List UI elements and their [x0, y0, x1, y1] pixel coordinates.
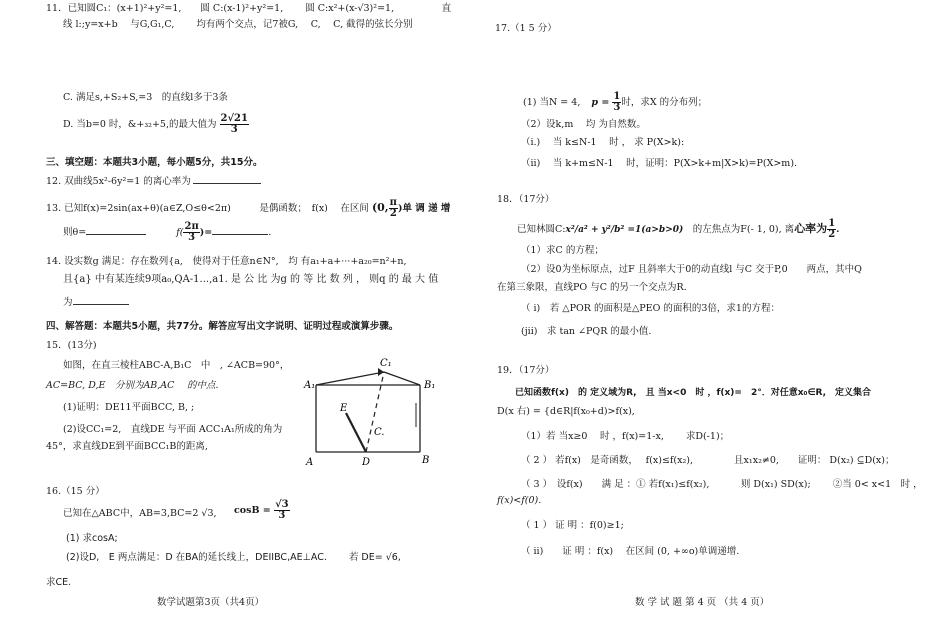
footer-page-3: 数学试题第3页（共4页） [157, 597, 265, 608]
section-4-heading: 四、解答题：本题共5小题，共77分。解答应写出文字说明、证明过程或演算步骤。 [46, 321, 399, 332]
fraction-denominator: 3 [613, 102, 621, 113]
q13-period: . [268, 227, 272, 238]
q17-part2-i: （i.) 当 k≤N-1 时 ， 求 P(X>k): [521, 137, 685, 148]
section-3-heading: 三、填空题：本题共3小题，每小题5分，共15分。 [46, 157, 263, 168]
q16-part2: (2)设D, E 两点满足：D 在BA的延长线上，DEIIBC,AE⊥AC. 若 DE= √6, [66, 552, 401, 563]
q11-option-d-text: D. 当b=0 时，&+₃₂+5,的最大值为 [63, 119, 217, 130]
q17-heading: 17.（1 5 分） [495, 23, 557, 34]
fraction-denominator: 2 [828, 229, 836, 240]
fraction-numerator: √3 [275, 499, 289, 510]
q19-part3-line1: （ 3 ） 设f(x) 满 足 ：① 若f(x₁)≤f(x₂), 则 D(x₁) SD(x); ②当 0< x<1 时 ， [521, 479, 923, 490]
fraction-numerator: 2π [184, 221, 199, 232]
fraction-denominator: 3 [278, 510, 286, 521]
arrow-head [378, 368, 384, 376]
q13-theta-label: 则θ= [63, 227, 87, 238]
q19-part3-line2: f(x)<f(0). [497, 495, 542, 506]
q11-option-c: C. 满足s,+S₂+S,=3 的直线l多于3条 [63, 92, 228, 103]
q19-part1: （1）若 当x≥0 时 ，f(x)=1-x, 求D(-1)； [521, 431, 730, 442]
q13-line1 [46, 198, 450, 219]
fraction-denominator: 3 [188, 232, 196, 243]
q19-part2: （ 2 ） 若f(x) 是奇函数， f(x)≤f(x₂), 且x₁x₂≠0, 证明： D(x₂) ⊆D(x)； [521, 455, 895, 466]
q11-option-d-fraction [220, 114, 249, 135]
q13-interval-fraction [389, 198, 398, 219]
q18-text: 已知林圆C: [517, 224, 566, 235]
q13-interval-end: )单 调 递 增 [397, 203, 451, 214]
q15-line1: 如图，在直三棱柱ABC-A,B₁C 中 , ∠ACB=90°， [63, 360, 290, 371]
label-e: E [340, 403, 348, 414]
edge-c1b1 [384, 372, 420, 385]
q11-line1: 11．已知圆C₁：(x+1)²+y²=1, 圆 C:(x-1)²+y²=1, 圆 C:x²+(x-√3)²=1, 直 [46, 3, 452, 14]
q13-equals: )= [199, 227, 213, 238]
footer-page-4: 数 学 试 题 第 4 页 （共 4 页） [635, 597, 770, 608]
q15-part2-line2: 45°，求直线DE到平面BCC₁B的距离, [46, 441, 208, 452]
page-4 [475, 0, 950, 622]
q11-line2: 线 l:;y=x+b 与G,G₁,C, 均有两个交点，记7被G, C, C, 截得的弦长分别 [63, 19, 413, 30]
q13-f-fraction [183, 222, 199, 243]
page-3 [0, 0, 470, 622]
q18-part2-line2: 在第三象限，直线PO 与C 的另一个交点为R. [497, 282, 687, 293]
q14-line2: 且{a} 中有某连续9项a₀,QA-1...,a1. 是 公 比 为g 的 等 比 数 列 ， 则q 的 最 大 值 [63, 274, 439, 285]
q18-ellipse-equation: x²/a² + y²/b² =1(a>b>0) [565, 225, 684, 235]
q16-cos-label: cosB = [234, 505, 271, 516]
q16-part2-end: 求CE. [46, 577, 72, 588]
prism-figure [298, 355, 448, 470]
q13-text: 13. 已知f(x)=2sin(ax+θ)(a∈Z,O≤θ<2π) 是偶函数； f(x) 在区间 [46, 203, 369, 214]
q17-part2: （2）设k,m 均 为自然数。 [521, 119, 646, 130]
q15-part1: (1)证明：DE11平面BCC, B, ; [63, 402, 195, 413]
fraction-numerator: 2√21 [220, 113, 248, 124]
q16-cos-formula [234, 500, 290, 521]
segment-de [346, 413, 366, 452]
answer-blank[interactable] [212, 224, 268, 235]
q14-text: 为 [63, 297, 73, 308]
fraction-numerator: π [389, 197, 397, 208]
q17-part1-text: (1) 当N = 4, [523, 97, 581, 108]
q19-line2: D(x 右) = {d∈R|f(x₀+d)>f(x), [497, 406, 635, 417]
q14-line3 [63, 294, 129, 309]
edge-a1c1 [316, 372, 384, 385]
q17-part1 [523, 92, 707, 113]
q17-part1-tail: 时，求X 的分布列； [621, 97, 708, 108]
q16-cos-fraction [274, 500, 290, 521]
q18-line1: 已知林圆C:x²/a² + y²/b² =1(a>b>0) 的左焦点为F(- 1, 0), 离心率为 $\frac{1}{2}$ . [517, 218, 840, 240]
q13-line2 [63, 222, 271, 243]
label-c1: C₁ [380, 358, 392, 369]
label-b1: B₁ [424, 380, 436, 391]
q15-heading: 15．(13分) [46, 340, 97, 351]
q16-part1: (1) 求cosA; [66, 533, 118, 544]
fraction-numerator: 1 [613, 91, 621, 102]
fraction-numerator: 1 [828, 218, 836, 229]
label-d: D [362, 457, 371, 468]
q17-p-label: p = [591, 97, 610, 108]
q11-option-d [63, 114, 249, 135]
q18-part2-line1: （2）设0为坐标原点，过F 且斜率大于0的动直线l 与C 交于P,0 两点，其中Q [521, 264, 862, 275]
q19-line1: 已知函数f(x) 的 定义域为R, 且 当x<0 时 ，f(x)= 2°．对任意x₀∈R, 定义集合 [515, 388, 872, 398]
q12 [46, 173, 261, 188]
fraction-denominator: 3 [230, 124, 238, 135]
q18-part1: （1）求C 的方程； [521, 245, 604, 256]
q18-heading: 18．（17分） [497, 194, 555, 205]
label-a1: A₁ [304, 380, 316, 391]
q13-f-label: f( [176, 227, 184, 238]
label-b: B [422, 455, 430, 466]
q18-eccentricity-fraction [827, 219, 836, 240]
q19-part3-ii: （ ii) 证 明 ：f(x) 在区间 (0, +∞o)单调递增. [521, 546, 740, 557]
q17-part2-ii: （ii) 当 k+m≤N-1 时，证明：P(X>k+m|X>k)=P(X>m). [521, 158, 798, 169]
q19-heading: 19．（17分） [497, 365, 555, 376]
q18-part2-ii: (jii) 求 tan ∠PQR 的最小值. [521, 326, 652, 337]
dashed-dc1 [366, 372, 384, 452]
answer-blank[interactable] [73, 294, 129, 305]
label-c: C. [374, 427, 385, 438]
q18-part2-i: （ i) 若 △POR 的面积是△PEO 的面积的3倍，求1的方程： [521, 303, 780, 314]
q16-line1: 已知在△ABC中，AB=3,BC=2 √3, [63, 508, 217, 519]
q16-heading: 16.（15 分） [46, 486, 105, 497]
q17-p-fraction [612, 92, 621, 113]
q12-text: 12. 双曲线5x²-6y²=1 的离心率为 [46, 176, 191, 187]
q18-eccentricity-label: 心率为 [794, 222, 828, 235]
q15-line2: AC=BC, D,E 分别为AB,AC 的中点. [46, 380, 219, 391]
q14-line1: 14. 设实数g 满足：存在数列{a, 使得对于任意n∈N°, 均 有a₁+a+···+a₂₀=n²+n, [46, 256, 407, 267]
q19-part3-i: （ 1 ） 证 明 ：f(0)≥1; [521, 520, 624, 531]
answer-blank[interactable] [193, 173, 261, 184]
answer-blank[interactable] [86, 224, 146, 235]
q13-interval-start: (0, [371, 201, 389, 214]
label-a: A [306, 457, 314, 468]
fraction-denominator: 2 [389, 208, 397, 219]
q18-text-focus: 的左焦点为F(- 1, 0), 离 [683, 224, 795, 235]
q15-part2-line1: (2)设CC₁=2, 直线DE 与平面 ACC₁A₁所成的角为 [63, 424, 283, 435]
